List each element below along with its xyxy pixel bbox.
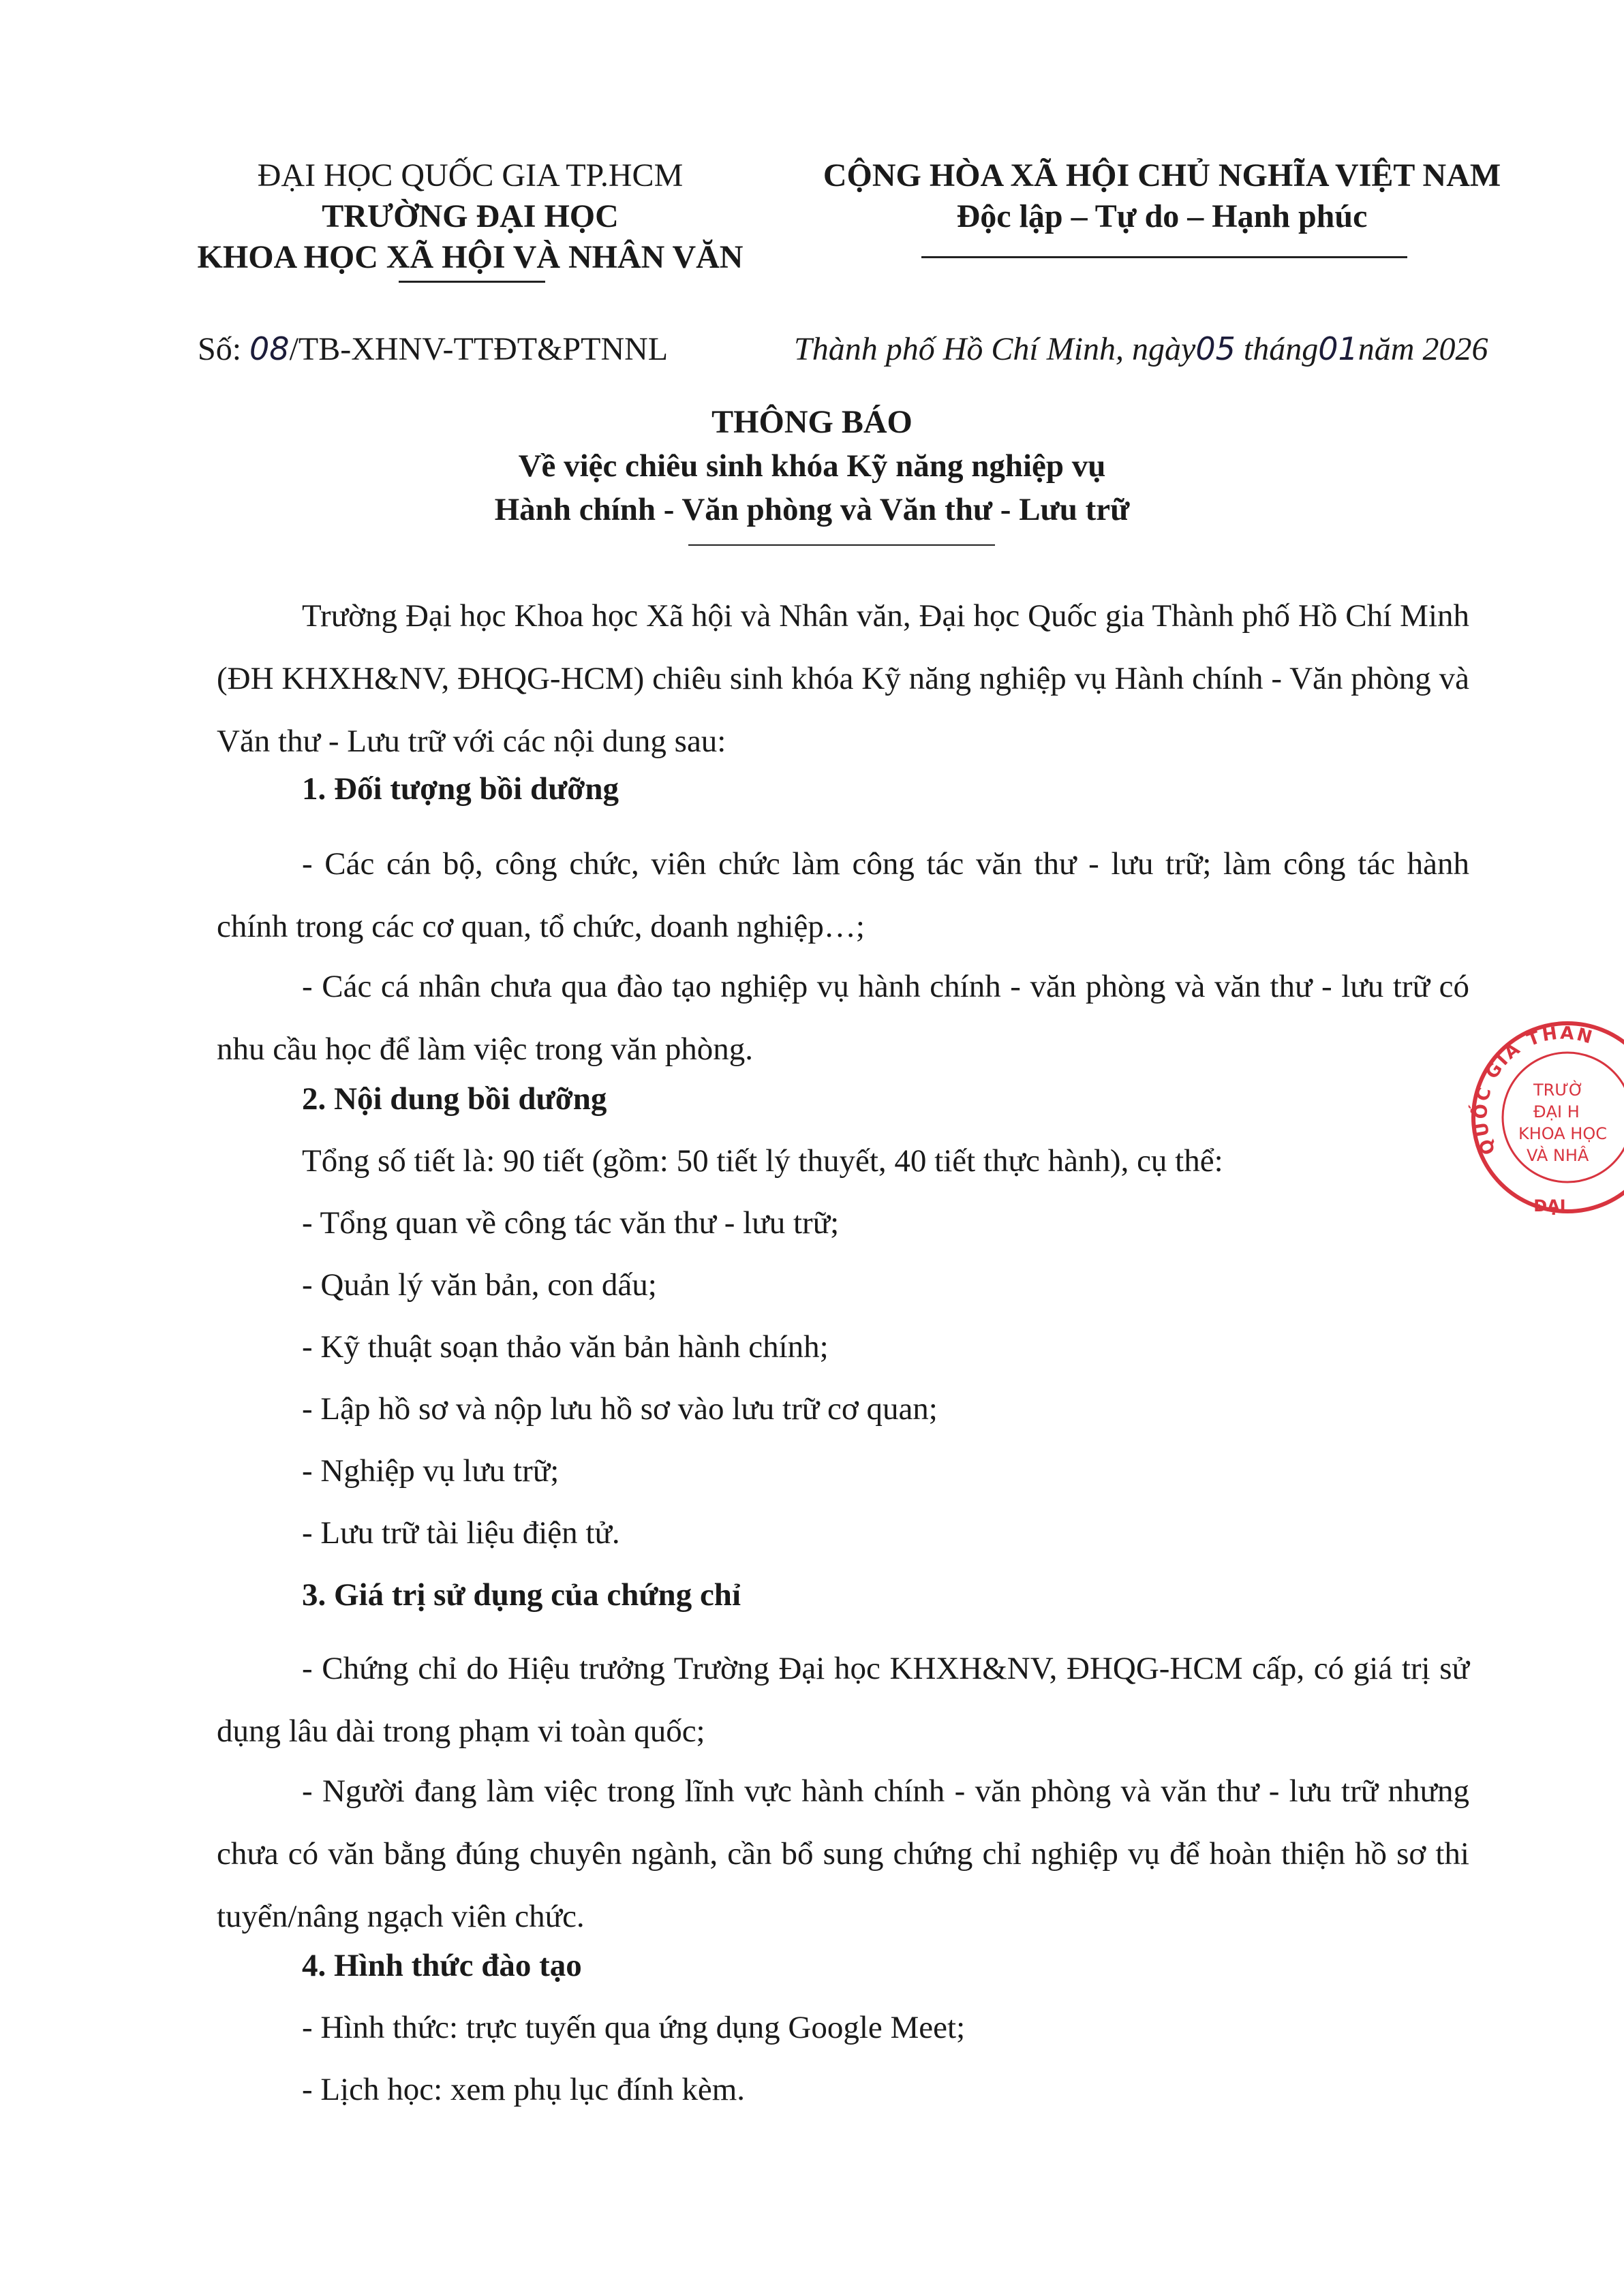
section-4-line-2: - Lịch học: xem phụ lục đính kèm. <box>302 2072 746 2107</box>
section-2-line-2: - Tổng quan về công tác văn thư - lưu trữ; <box>302 1205 840 1241</box>
document-date <box>794 328 1488 370</box>
date-prefix: Thành phố Hồ Chí Minh, ngày <box>794 331 1196 367</box>
section-1-heading: 1. Đối tượng bồi dưỡng <box>302 771 619 807</box>
school-name-line1: TRƯỜNG ĐẠI HỌC <box>322 198 619 234</box>
section-4-heading: 4. Hình thức đào tạo <box>302 1948 582 1983</box>
official-seal <box>1465 1015 1624 1220</box>
section-2-line-6: - Nghiệp vụ lưu trữ; <box>302 1453 560 1489</box>
section-3-heading: 3. Giá trị sử dụng của chứng chỉ <box>302 1577 741 1613</box>
seal-inner-line-3: KHOA HỌC <box>1518 1124 1607 1143</box>
date-month-label: tháng <box>1243 331 1319 367</box>
seal-inner-line-1: TRƯỜ <box>1533 1081 1584 1100</box>
title-underline <box>688 544 995 546</box>
seal-bottom-text: ĐẠI <box>1533 1196 1566 1215</box>
seal-inner-line-4: VÀ NHÂ <box>1527 1146 1589 1165</box>
section-3-paragraph-2: - Người đang làm việc trong lĩnh vực hành chính - văn phòng và văn thư - lưu trữ nhưng chưa có văn bằng đúng chuyên ngành, cần bổ sung chứng chỉ nghiệp vụ để hoàn thiện hồ sơ thi tuyển/nâng ngạch viên chức. <box>217 1773 1469 1934</box>
reference-code: /TB-XHNV-TTĐT&PTNNL <box>289 331 669 367</box>
section-2-heading: 2. Nội dung bồi dưỡng <box>302 1081 607 1117</box>
notice-title <box>0 401 1624 531</box>
title-subject-line2: Hành chính - Văn phòng và Văn thư - Lưu trữ <box>494 492 1130 527</box>
seal-inner-line-2: ĐẠI H <box>1533 1102 1580 1121</box>
university-name: ĐẠI HỌC QUỐC GIA TP.HCM <box>257 157 684 193</box>
national-motto: Độc lập – Tự do – Hạnh phúc <box>956 198 1368 234</box>
reference-prefix: Số: <box>198 331 250 367</box>
section-2-line-3: - Quản lý văn bản, con dấu; <box>302 1267 657 1303</box>
section-2-line-7: - Lưu trữ tài liệu điện tử. <box>302 1515 620 1551</box>
section-2-line-1: Tổng số tiết là: 90 tiết (gồm: 50 tiết lý thuyết, 40 tiết thực hành), cụ thể: <box>302 1143 1223 1179</box>
title-main: THÔNG BÁO <box>711 404 913 440</box>
section-1-paragraph-2: - Các cá nhân chưa qua đào tạo nghiệp vụ hành chính - văn phòng và văn thư - lưu trữ có nhu cầu học để làm việc trong văn phòng. <box>217 969 1469 1067</box>
reference-handwritten-number: 08 <box>249 330 290 367</box>
section-2-line-5: - Lập hồ sơ và nộp lưu hồ sơ vào lưu trữ cơ quan; <box>302 1391 938 1427</box>
section-2-line-4: - Kỹ thuật soạn thảo văn bản hành chính; <box>302 1329 829 1365</box>
title-subject-line1: Về việc chiêu sinh khóa Kỹ năng nghiệp vụ <box>518 448 1106 484</box>
date-year: năm 2026 <box>1358 331 1488 367</box>
national-title: CỘNG HÒA XÃ HỘI CHỦ NGHĨA VIỆT NAM <box>823 157 1501 193</box>
header-left-underline <box>399 281 545 283</box>
intro-paragraph: Trường Đại học Khoa học Xã hội và Nhân văn, Đại học Quốc gia Thành phố Hồ Chí Minh (ĐH KHXH&NV, ĐHQG-HCM) chiêu sinh khóa Kỹ năng nghiệp vụ Hành chính - Văn phòng và Văn thư - Lưu trữ với các nội dung sau: <box>217 598 1469 759</box>
header-right-underline <box>921 256 1407 258</box>
section-4-line-1: - Hình thức: trực tuyến qua ứng dụng Google Meet; <box>302 2010 966 2045</box>
date-day: 05 <box>1195 330 1236 367</box>
section-1-paragraph-1: - Các cán bộ, công chức, viên chức làm công tác văn thư - lưu trữ; làm công tác hành chính trong các cơ quan, tổ chức, doanh nghiệp…; <box>217 846 1469 944</box>
header-right <box>770 155 1554 237</box>
date-month: 01 <box>1318 330 1358 367</box>
header-left <box>136 155 804 278</box>
school-name-line2: KHOA HỌC XÃ HỘI VÀ NHÂN VĂN <box>197 239 744 275</box>
reference-number <box>198 328 668 370</box>
seal-ring-text: QUỐC GIA THÀN <box>1471 1023 1597 1158</box>
section-3-paragraph-1: - Chứng chỉ do Hiệu trưởng Trường Đại học KHXH&NV, ĐHQG-HCM cấp, có giá trị sử dụng lâu dài trong phạm vi toàn quốc; <box>217 1651 1469 1749</box>
